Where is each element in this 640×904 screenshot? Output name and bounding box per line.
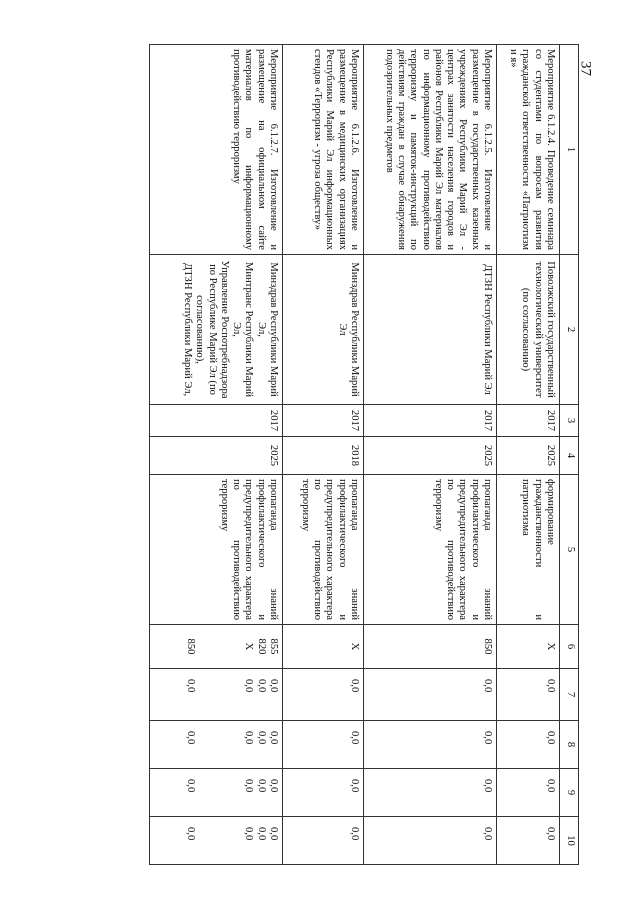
header-cell: 9 <box>560 769 579 817</box>
col6-cell <box>364 625 497 669</box>
end-year-cell: 2025 <box>497 437 560 475</box>
value: X <box>545 642 556 651</box>
executor-cell <box>283 255 364 405</box>
result-cell: пропаганда знаний профилактического и предупредительного характера по противодействию терроризму <box>364 475 497 625</box>
header-cell: 2 <box>560 255 579 405</box>
header-cell: 3 <box>560 405 579 437</box>
event-cell: Мероприятие 6.1.2.4. Проведение семинара со студентами по вопросам развития гражданской ответственности «Патриотизм и я» <box>497 45 560 255</box>
value: 850 <box>185 638 197 655</box>
value: 0,0 <box>268 731 279 745</box>
value: X <box>349 642 360 651</box>
value: 0,0 <box>185 731 197 745</box>
header-cell: 7 <box>560 669 579 721</box>
value: 0,0 <box>185 679 197 693</box>
header-cell: 5 <box>560 475 579 625</box>
value: 0,0 <box>545 679 556 693</box>
header-cell: 4 <box>560 437 579 475</box>
value: 0,0 <box>255 779 267 793</box>
header-cell: 1 <box>560 45 579 255</box>
executor-cell <box>497 255 560 405</box>
col8-cell <box>364 721 497 769</box>
value: 0,0 <box>255 679 267 693</box>
end-year-cell: 2018 <box>283 437 364 475</box>
result-cell: формирование гражданственности и патриотизма <box>497 475 560 625</box>
event-cell: Мероприятие 6.1.2.6. Изготовление и размещение в медицинских организациях Республики Марий Эл информационных стендов «Терроризм - угроза обществу» <box>283 45 364 255</box>
header-cell: 6 <box>560 625 579 669</box>
value: 855 <box>268 638 279 655</box>
event-cell: Мероприятие 6.1.2.7. Изготовление и размещение на официальном сайте материалов по информационному противодействию терроризму <box>150 45 283 255</box>
col10-cell <box>497 817 560 865</box>
value: 0,0 <box>482 779 493 793</box>
start-year-cell: 2017 <box>497 405 560 437</box>
event-cell: Мероприятие 6.1.2.5. Изготовление и размещение в государственных казенных учреждениях Республики Марий Эл - центрах занятости населения городов и районов Республики Марий Эл материалов по информационному противодействию терроризму и памяток-инструкций по действиям граждан в случае обнаружения подозрительных предметов <box>364 45 497 255</box>
col8-cell <box>497 721 560 769</box>
header-cell: 10 <box>560 817 579 865</box>
col9-cell <box>364 769 497 817</box>
result-cell: пропаганда знаний профилактического и предупредительного характера по противодействию терроризму <box>150 475 283 625</box>
value: 850 <box>482 638 493 655</box>
table-row <box>497 45 560 865</box>
col8-cell <box>283 721 364 769</box>
value: 0,0 <box>349 827 360 841</box>
value: 0,0 <box>545 827 556 841</box>
value: 0,0 <box>243 679 255 693</box>
value: 0,0 <box>268 679 279 693</box>
col10-cell <box>364 817 497 865</box>
col9-cell <box>497 769 560 817</box>
value: 0,0 <box>243 779 255 793</box>
value: 0,0 <box>482 827 493 841</box>
header-row <box>560 45 579 865</box>
table-row <box>283 45 364 865</box>
col6-cell <box>150 625 283 669</box>
col7-cell <box>283 669 364 721</box>
col8-cell <box>150 721 283 769</box>
result-cell: пропаганда знаний профилактического и предупредительного характера по противодействию терроризму <box>283 475 364 625</box>
value: X <box>243 642 255 651</box>
value: 0,0 <box>349 779 360 793</box>
value: 0,0 <box>255 731 267 745</box>
col10-cell <box>150 817 283 865</box>
start-year-cell: 2017 <box>150 405 283 437</box>
executor-line: Поволжский государственный технологический университет (по согласованию) <box>520 261 556 398</box>
value: 0,0 <box>185 779 197 793</box>
executor-line: ДТЗН Республики Марий Эл <box>482 264 493 395</box>
value: 0,0 <box>545 731 556 745</box>
executor-cell <box>150 255 283 405</box>
col6-cell <box>497 625 560 669</box>
value: 0,0 <box>243 827 255 841</box>
value: 0,0 <box>545 779 556 793</box>
value: 0,0 <box>255 827 267 841</box>
end-year-cell: 2025 <box>150 437 283 475</box>
start-year-cell: 2017 <box>283 405 364 437</box>
value: 0,0 <box>243 731 255 745</box>
end-year-cell: 2025 <box>364 437 497 475</box>
page-number: 37 <box>577 61 594 76</box>
value: 0,0 <box>268 779 279 793</box>
value: 0,0 <box>349 731 360 745</box>
start-year-cell: 2017 <box>364 405 497 437</box>
measures-table <box>149 44 579 865</box>
col7-cell <box>150 669 283 721</box>
executor-line: ДТЗН Республики Марий Эл, <box>182 262 194 397</box>
header-cell: 8 <box>560 721 579 769</box>
col10-cell <box>283 817 364 865</box>
value: 820 <box>255 638 267 655</box>
value: 0,0 <box>268 827 279 841</box>
value: 0,0 <box>349 679 360 693</box>
col9-cell <box>283 769 364 817</box>
col7-cell <box>364 669 497 721</box>
executor-line: Минздрав Республики Марий Эл, <box>255 262 279 397</box>
executor-line: Управление Роспотребнадзора по Республике Марий Эл (по согласованию), <box>194 260 230 399</box>
executor-line: Минтранс Республики Марий Эл, <box>231 261 255 398</box>
value: 0,0 <box>185 827 197 841</box>
table-row <box>364 45 497 865</box>
table-row <box>150 45 283 865</box>
executor-line: Минздрав Республики Марий Эл <box>336 262 360 397</box>
executor-cell <box>364 255 497 405</box>
value: 0,0 <box>482 679 493 693</box>
col9-cell <box>150 769 283 817</box>
col7-cell <box>497 669 560 721</box>
col6-cell <box>283 625 364 669</box>
value: 0,0 <box>482 731 493 745</box>
rotated-table-container <box>122 44 579 864</box>
